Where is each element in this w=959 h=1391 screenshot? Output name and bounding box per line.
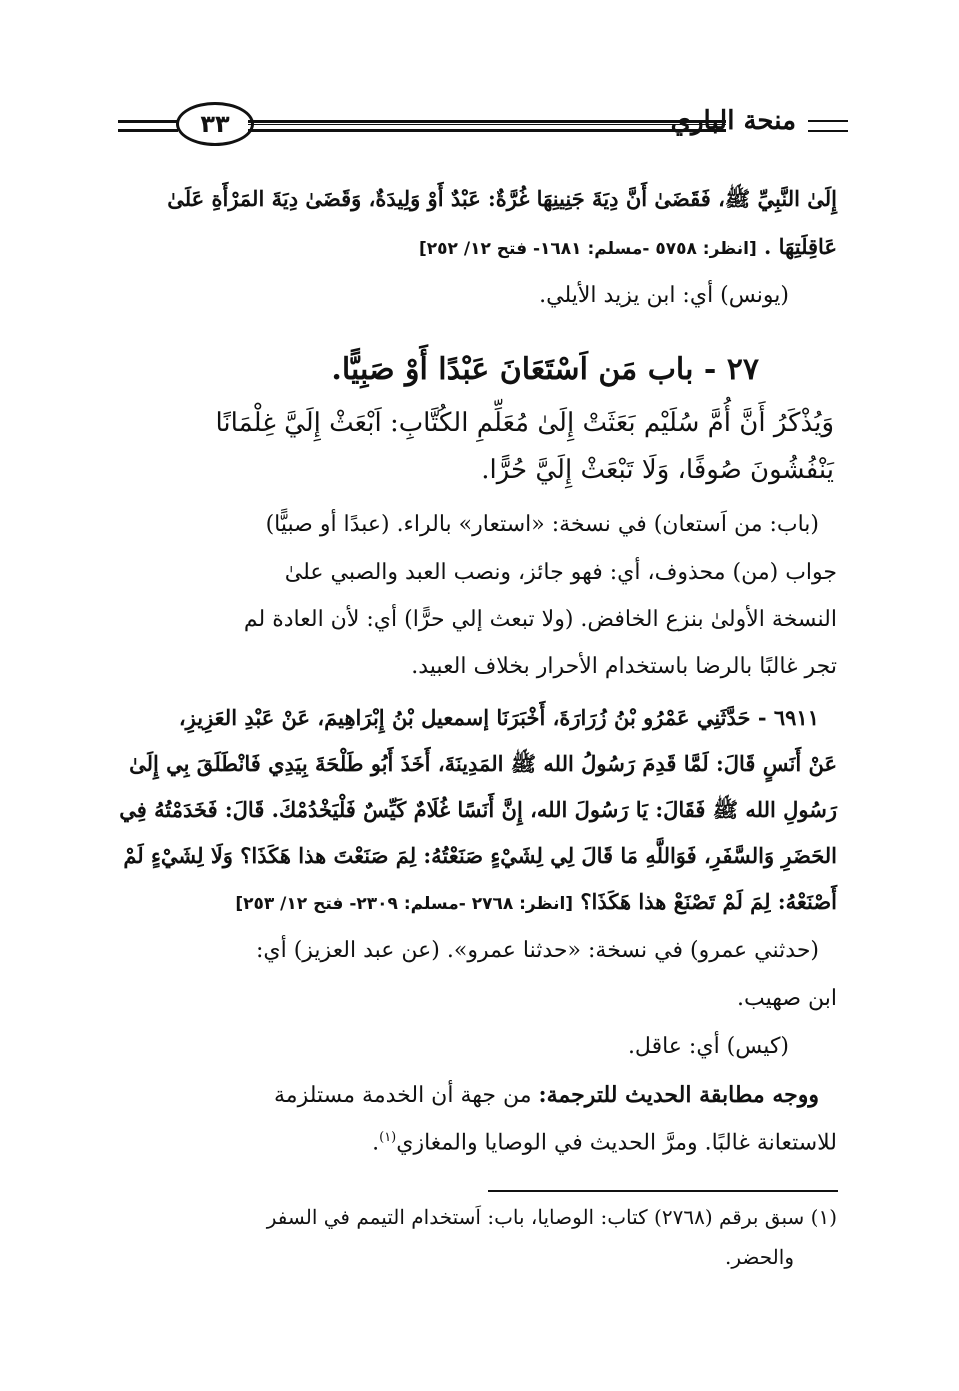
hadith-reference: [انظر: ٥٧٥٨ -مسلم: ١٦٨١- فتح ١٢/ ٢٥٢]: [419, 239, 757, 259]
commentary-line: (كيس) أي: عاقل.: [627, 1034, 789, 1059]
page-header: [118, 100, 848, 150]
commentary-line: [117, 1130, 837, 1155]
commentary-line: (باب: من اَستعان) في نسخة: «استعار» بالراء. (عبدًا أو صبيًّا): [265, 512, 819, 537]
hadith-reference: [انظر: ٢٧٦٨ -مسلم: ٢٣٠٩- فتح ١٢/ ٢٥٣]: [235, 894, 574, 914]
hadith-line: [117, 889, 837, 914]
hadith-text: عَاقِلَتِهَا .: [764, 234, 837, 259]
hadith-line: الحَضَرِ وَالسَّفَرِ، فَوَاللَّهِ مَا قَالَ لِي لِشَيْءٍ صَنَعْتُهُ: لِمَ صَنَعْتَ هذا هَكَذَا؟ وَلَا لِشَيْءٍ لَمْ: [123, 843, 837, 868]
chapter-quote-line: يَنْفُشُونَ صُوفًا، وَلَا تَبْعَثْ إِلَيَّ حُرًّا.: [481, 455, 834, 485]
commentary-line: النسخة الأولىٰ بنزع الخافض. (ولا تبعث إلي حرًّا) أي: لأن العادة لم: [243, 607, 837, 632]
header-rule-middle: [248, 120, 726, 132]
header-rule-right: [808, 120, 848, 132]
commentary-line: جواب (من) محذوف، أي: فهو جائز، ونصب العبد والصبي علىٰ: [284, 560, 837, 585]
commentary-line: ابن صهيب.: [736, 986, 837, 1011]
hadith-line: إِلَىٰ النَّبِيِّ ﷺ، فَقَضَىٰ أَنَّ دِيَةَ جَنِينِهَا غُرَّةٌ: عَبْدٌ أَوْ وَلِيدَةٌ، وَقَضَىٰ دِيَةَ المَرْأَةِ عَلَىٰ: [167, 186, 837, 211]
hadith-line: عَنْ أَنَسٍ قَالَ: لَمَّا قَدِمَ رَسُولُ الله ﷺ المَدِينَةَ، أَخَذَ أَبُو طَلْحَةَ بِيَدِي فَانْطَلَقَ بِي إِلَىٰ: [129, 751, 837, 776]
commentary-text: للاستعانة غالبًا. ومرَّ الحديث في الوصايا والمغازي: [396, 1130, 837, 1156]
chapter-quote-line: وَيُذْكَرُ أَنَّ أُمَّ سُلَيْم بَعَثَتْ إِلَىٰ مُعَلِّمِ الكُتَّابِ: اَبْعَثْ إِلَيَّ غِلْمَانًا: [215, 408, 834, 438]
hadith-line: ٦٩١١ - حَدَّثَنِي عَمْرُو بْنُ زُرَارَةَ، أَخْبَرَنَا إسمعيل بْنُ إِبْرَاهِيمَ، عَنْ عَبْدِ العَزِيزِ،: [178, 705, 819, 730]
commentary-text: .: [372, 1130, 380, 1156]
commentary-line: تجر غالبًا بالرضا باستخدام الأحرار بخلاف العبيد.: [411, 654, 837, 679]
book-title: منحة الباري: [670, 106, 796, 136]
commentary-text: من جهة أن الخدمة مستلزمة: [274, 1083, 539, 1108]
hadith-line: [117, 234, 837, 259]
hadith-line: رَسُولِ الله ﷺ فَقَالَ: يَا رَسُولَ الله، إِنَّ أَنَسًا غُلَامٌ كَيِّسٌ فَلْيَخْدُمْكَ. قَالَ: فَخَدَمْتُهُ فِي: [119, 797, 837, 822]
commentary-line: (حدثني عمرو) في نسخة: «حدثنا عمرو». (عن عبد العزيز) أي:: [255, 938, 819, 963]
hadith-text: أَصْنَعْهُ: لِمَ لَمْ تَصْنَعْ هذا هَكَذَا؟: [580, 889, 837, 914]
commentary-line: [119, 1082, 819, 1108]
footnote-separator: [488, 1190, 838, 1192]
commentary-line: (يونس) أي: ابن يزيد الأيلي.: [539, 283, 789, 308]
page-number: ٣٣: [176, 102, 254, 146]
footnote-line: (١) سبق برقم (٢٧٦٨) كتاب: الوصايا، باب: اَستخدام التيمم في السفر: [266, 1205, 837, 1229]
footnote-marker: (١): [379, 1130, 397, 1145]
header-rule-left: [118, 120, 178, 132]
chapter-heading: ٢٧ - باب مَن اَسْتَعَانَ عَبْدًا أَوْ صَبِيًّا.: [331, 352, 759, 387]
commentary-bold-phrase: ووجه مطابقة الحديث للترجمة:: [538, 1082, 819, 1108]
footnote-line: والحضر.: [725, 1245, 794, 1269]
